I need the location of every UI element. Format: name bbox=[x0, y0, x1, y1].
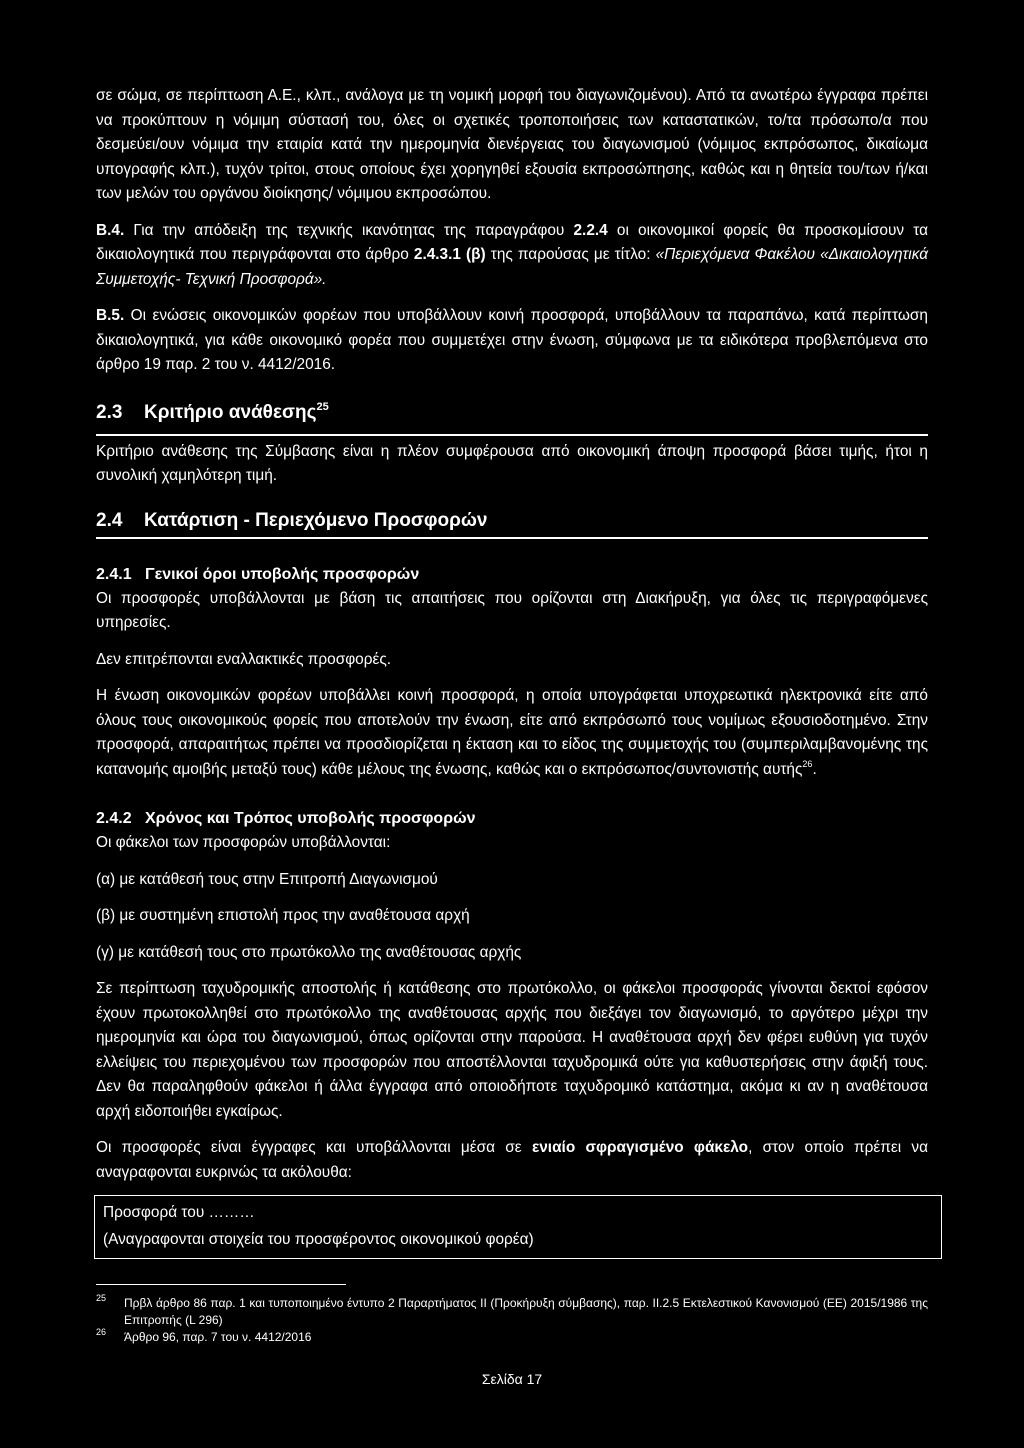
subsection-heading-2-4-2 bbox=[96, 807, 928, 831]
sealed-envelope-paragraph bbox=[96, 1136, 928, 1185]
footnote-text: Άρθρο 96, παρ. 7 του ν. 4412/2016 bbox=[124, 1330, 312, 1344]
period: . bbox=[812, 760, 817, 778]
footnote-26 bbox=[96, 1329, 928, 1346]
postal-submission-paragraph: Σε περίπτωση ταχυδρομικής αποστολής ή κατάθεσης στο πρωτόκολλο, οι φάκελοι προσφοράς γίνονται δεκτοί εφόσον έχουν πρωτοκολληθεί στο πρωτόκολλο της αναθέτουσας αρχής που διεξάγει τον διαγωνισμό, το αργότερο μέχρι την ημερομηνία και ώρα του διαγωνισμού, όπως ορίζονται στην παρούσα. Η αναθέτουσα αρχή δεν φέρει ευθύνη για τυχόν ελλείψεις του περιεχομένου των προσφορών που αποστέλλονται ταχυδρομικά ούτε για καθυστερήσεις στην άφιξή τους. Δεν θα παραληφθούν φάκελοι ή άλλα έγγραφα από οποιοδήποτε ταχυδρομικό κατάστημα, ακόμα κι αν η αναθέτουσα αρχή ειδοποιήθει εγκαίρως. bbox=[96, 980, 928, 1120]
subsection-number: 2.4.2 bbox=[96, 810, 132, 827]
submission-option-b: (β) με συστημένη επιστολή προς την αναθέτουσα αρχή bbox=[96, 907, 470, 924]
footnote-ref-26: 26 bbox=[802, 758, 813, 769]
footnotes bbox=[96, 1295, 928, 1346]
submission-option-a: (α) με κατάθεσή τους στην Επιτροπή Διαγωνισμού bbox=[96, 870, 438, 888]
b5-label: Β.5. bbox=[96, 307, 125, 324]
footnote-mark: 25 bbox=[96, 1293, 107, 1303]
footnote-25 bbox=[96, 1295, 928, 1329]
intro-paragraph: σε σώμα, σε περίπτωση Α.Ε., κλπ., ανάλογα με τη νομική μορφή του διαγωνιζομένου). Από τα ανωτέρω έγγραφα πρέπει να προκύπτουν η νόμιμη σύστασή του, όλες οι σχετικές τροποποιήσεις των καταστατικών, το/τα πρόσωπο/α που δεσμεύει/ουν νόμιμα την εταιρία κατά την ημερομηνία διενέργειας του διαγωνισμού (νόμιμος εκπρόσωπος, δικαίωμα υπογραφής κλπ.), τυχόν τρίτοι, στους οποίους έχει χορηγηθεί εξουσία εκπροσώπησης, καθώς και η θητεία του/των ή/και των μελών του οργάνου διοίκησης/ νόμιμου εκπροσώπου. bbox=[96, 87, 928, 202]
section-number: 2.3 bbox=[96, 401, 123, 423]
b4-text-2: οι οικονομικοί φορείς θα προσκομίσουν τα δικαιολογητικά που περιγράφονται στο άρθρο bbox=[96, 221, 928, 263]
section-heading-2-3 bbox=[96, 400, 928, 436]
footnote-mark: 26 bbox=[96, 1327, 107, 1337]
award-criterion-text: Κριτήριο ανάθεσης της Σύμβασης είναι η πλέον συμφέρουσα από οικονομική άποψη προσφορά βάσει τιμής, ήτοι η συνολική χαμηλότερη τιμή. bbox=[96, 442, 928, 484]
page-number: Σελίδα 17 bbox=[481, 1371, 543, 1387]
section-title: Κατάρτιση - Περιεχόμενο Προσφορών bbox=[144, 509, 488, 531]
footnote-ref-25: 25 bbox=[316, 400, 329, 413]
section-title: Κριτήριο ανάθεσης bbox=[144, 401, 317, 423]
submission-intro: Οι φάκελοι των προσφορών υποβάλλονται: bbox=[96, 834, 391, 851]
b4-label: Β.4. bbox=[96, 221, 125, 239]
document-page bbox=[96, 84, 928, 1346]
section-number: 2.4 bbox=[96, 509, 123, 531]
subsection-title: Χρόνος και Τρόπος υποβολής προσφορών bbox=[145, 810, 476, 827]
b4-article-ref: 2.4.3.1 (β) bbox=[413, 246, 486, 263]
subsection-number: 2.4.1 bbox=[96, 565, 132, 583]
section-underline bbox=[96, 537, 928, 539]
envelope-label-box bbox=[94, 1195, 942, 1259]
no-alternative-offers: Δεν επιτρέπονται εναλλακτικές προσφορές. bbox=[96, 650, 392, 668]
subsection-title: Γενικοί όροι υποβολής προσφορών bbox=[145, 565, 420, 583]
paragraph-b5 bbox=[96, 304, 928, 378]
sealed-envelope-text-2: , στον οποίο πρέπει να αναγραφονται ευκρινώς τα ακόλουθα: bbox=[96, 1139, 929, 1181]
b4-text-3: της παρούσας με τίτλο: bbox=[485, 246, 656, 263]
b4-paragraph-ref: 2.2.4 bbox=[573, 221, 608, 239]
sealed-envelope-emphasis: ενιαίο σφραγισμένο φάκελο bbox=[531, 1139, 749, 1156]
paragraph-b4 bbox=[96, 219, 928, 293]
footnote-text: Πρβλ άρθρο 86 παρ. 1 και τυποποιημένο έντυπο 2 Παραρτήματος ΙΙ (Προκήρυξη σύμβασης), παρ. ΙΙ.2.5 Εκτελεστικού Κανονισμού (ΕΕ) 2015/1986 της Επιτροπής (L 296) bbox=[124, 1296, 928, 1327]
sealed-envelope-text: Οι προσφορές είναι έγγραφες και υποβάλλονται μέσα σε bbox=[96, 1139, 532, 1156]
b4-text: Για την απόδειξη της τεχνικής ικανότητας της παραγράφου bbox=[124, 221, 574, 239]
subsection-heading-2-4-1 bbox=[96, 563, 928, 587]
b5-text: Οι ενώσεις οικονομικών φορέων που υποβάλλουν κοινή προσφορά, υποβάλλουν τα παραπάνω, κατά περίπτωση δικαιολογητικά, για κάθε οικονομικό φορέα που συμμετέχει στην ένωση, σύμφωνα με τα ειδικότερα προβλεπόμενα στο άρθρο 19 παρ. 2 του ν. 4412/2016. bbox=[96, 307, 928, 373]
joint-venture-paragraph bbox=[96, 684, 928, 783]
envelope-label-line-2: (Αναγραφονται στοιχεία του προσφέροντος οικονομικού φορέα) bbox=[103, 1231, 534, 1248]
envelope-label-line-1: Προσφορά του ……… bbox=[103, 1204, 255, 1221]
joint-venture-text: Η ένωση οικονομικών φορέων υποβάλλει κοινή προσφορά, η οποία υπογράφεται υποχρεωτικά ηλεκτρονικά είτε από όλους τους οικονομικούς φορείς που αποτελούν την ένωση, είτε από εκπρόσωπό τους νομίμως εξουσιοδοτημένο. Στην προσφορά, απαραιτήτως πρέπει να προσδιορίζεται η έκταση και το είδος της συμμετοχής του (συμπεριλαμβανομένης της κατανομής αμοιβής μεταξύ τους) κάθε μέλους της ένωσης, καθώς και ο εκπρόσωπος/συντονιστής αυτής bbox=[96, 687, 928, 778]
footnote-separator bbox=[96, 1284, 346, 1285]
section-heading-2-4 bbox=[96, 508, 928, 534]
general-terms-paragraph: Οι προσφορές υποβάλλονται με βάση τις απαιτήσεις που ορίζονται στη Διακήρυξη, για όλες τις περιγραφόμενες υπηρεσίες. bbox=[96, 589, 928, 631]
submission-option-c: (γ) με κατάθεσή τους στο πρωτόκολλο της αναθέτουσας αρχής bbox=[96, 943, 522, 961]
b4-quoted-title: «Περιεχόμενα Φακέλου «Δικαιολογητικά Συμμετοχής- Τεχνική Προσφορά». bbox=[96, 246, 928, 288]
